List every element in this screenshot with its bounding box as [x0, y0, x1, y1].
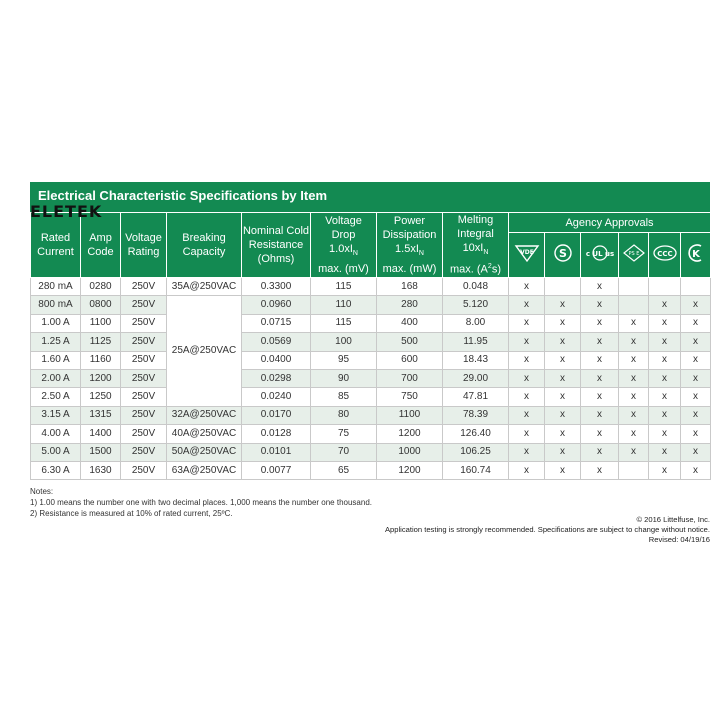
approval-mark-cell: x	[681, 351, 711, 369]
melting-integral-cell: 8.00	[443, 314, 509, 332]
header-rated-current: Rated Current	[31, 213, 81, 278]
power-dissipation-cell: 700	[377, 369, 443, 387]
approval-mark-cell: x	[509, 443, 545, 461]
melting-integral-cell: 160.74	[443, 461, 509, 479]
svg-text:K: K	[691, 249, 700, 260]
amp-code-cell: 1125	[81, 333, 121, 351]
power-dissipation-cell: 280	[377, 296, 443, 314]
approval-mark-cell	[619, 461, 649, 479]
approval-mark-cell: x	[581, 351, 619, 369]
approval-mark-cell: x	[581, 443, 619, 461]
approval-mark-cell: x	[681, 333, 711, 351]
table-row	[31, 278, 711, 296]
power-dissipation-cell: 600	[377, 351, 443, 369]
svg-text:PS E: PS E	[628, 251, 639, 257]
voltage-rating-cell: 250V	[121, 314, 167, 332]
approval-mark-cell: x	[681, 314, 711, 332]
approval-mark-cell: x	[545, 314, 581, 332]
approval-mark-cell: x	[509, 296, 545, 314]
voltage-drop-cell: 75	[311, 425, 377, 443]
notes-heading: Notes:	[30, 487, 54, 497]
resistance-cell: 0.0077	[242, 461, 311, 479]
semko-s-icon	[553, 243, 573, 263]
spec-table-body	[31, 278, 711, 480]
voltage-rating-cell: 250V	[121, 333, 167, 351]
approval-mark-cell: x	[619, 388, 649, 406]
approval-mark-cell: x	[509, 278, 545, 296]
voltage-rating-cell: 250V	[121, 388, 167, 406]
copyright: © 2016 Littelfuse, Inc.	[636, 515, 710, 525]
vde-icon	[514, 243, 540, 263]
voltage-rating-cell: 250V	[121, 461, 167, 479]
breaking-capacity-cell: 35A@250VAC	[167, 278, 242, 296]
revised-date: Revised: 04/19/16	[648, 535, 710, 545]
spec-sheet	[30, 182, 710, 545]
breaking-capacity-cell: 40A@250VAC	[167, 425, 242, 443]
approval-mark-cell: x	[545, 443, 581, 461]
footer	[30, 515, 710, 545]
approval-mark-cell: x	[681, 369, 711, 387]
approval-mark-cell: x	[619, 443, 649, 461]
voltage-drop-cell: 95	[311, 351, 377, 369]
table-row	[31, 461, 711, 479]
amp-code-cell: 0800	[81, 296, 121, 314]
header-amp-code: Amp Code	[81, 213, 121, 278]
approval-mark-cell: x	[681, 406, 711, 424]
resistance-cell: 0.0101	[242, 443, 311, 461]
header-voltage-drop: Voltage Drop $1.0xI_N$ max. (mV)	[311, 213, 377, 278]
amp-code-cell: 1315	[81, 406, 121, 424]
amp-code-cell: 1400	[81, 425, 121, 443]
power-dissipation-cell: 1200	[377, 425, 443, 443]
approval-mark-cell: x	[649, 369, 681, 387]
amp-code-cell: 1200	[81, 369, 121, 387]
approval-mark-cell: x	[545, 388, 581, 406]
approval-mark-cell: x	[581, 314, 619, 332]
note-item: 2) Resistance is measured at 10% of rated current, 25ºC.	[30, 509, 233, 519]
approval-mark-cell: x	[681, 296, 711, 314]
power-dissipation-cell: 168	[377, 278, 443, 296]
rated-current-cell: 5.00 A	[31, 443, 81, 461]
approval-mark-cell: x	[509, 406, 545, 424]
voltage-rating-cell: 250V	[121, 443, 167, 461]
agency-vde-cell	[509, 233, 545, 278]
pse-icon	[622, 243, 646, 263]
agency-ccc-cell	[649, 233, 681, 278]
table-title-bar	[30, 182, 710, 221]
table-title: Electrical Characteristic Specifications by Item	[38, 188, 328, 203]
rated-current-cell: 2.50 A	[31, 388, 81, 406]
header-melting-integral: Melting Integral $10xI_N$ max. $(A^2s)$	[443, 213, 509, 278]
approval-mark-cell: x	[509, 425, 545, 443]
eletek-watermark: ELETEK	[30, 202, 103, 221]
approval-mark-cell: x	[619, 314, 649, 332]
approval-mark-cell: x	[619, 406, 649, 424]
voltage-drop-cell: 85	[311, 388, 377, 406]
amp-code-cell: 1250	[81, 388, 121, 406]
approval-mark-cell: x	[649, 425, 681, 443]
approval-mark-cell: x	[545, 333, 581, 351]
resistance-cell: 0.0170	[242, 406, 311, 424]
approval-mark-cell: x	[649, 333, 681, 351]
agency-kc-cell	[681, 233, 711, 278]
table-row	[31, 443, 711, 461]
approval-mark-cell: x	[581, 406, 619, 424]
approval-mark-cell: x	[681, 388, 711, 406]
approval-mark-cell: x	[581, 333, 619, 351]
header-voltage-rating: Voltage Rating	[121, 213, 167, 278]
note-item: 1) 1.00 means the number one with two decimal places. 1,000 means the number one thousand.	[30, 498, 372, 508]
voltage-drop-cell: 80	[311, 406, 377, 424]
melting-integral-cell: 106.25	[443, 443, 509, 461]
table-row	[31, 388, 711, 406]
approval-mark-cell: x	[581, 461, 619, 479]
voltage-rating-cell: 250V	[121, 278, 167, 296]
breaking-capacity-merged-cell: 25A@250VAC	[167, 296, 242, 406]
resistance-cell: 0.3300	[242, 278, 311, 296]
rated-current-cell: 1.25 A	[31, 333, 81, 351]
voltage-rating-cell: 250V	[121, 425, 167, 443]
approval-mark-cell: x	[581, 425, 619, 443]
rated-current-cell: 280 mA	[31, 278, 81, 296]
approval-mark-cell: x	[581, 278, 619, 296]
spec-table	[30, 212, 711, 480]
approval-mark-cell: x	[581, 296, 619, 314]
melting-integral-cell: 11.95	[443, 333, 509, 351]
approval-mark-cell: x	[619, 333, 649, 351]
voltage-drop-cell: 65	[311, 461, 377, 479]
resistance-cell: 0.0569	[242, 333, 311, 351]
rated-current-cell: 1.60 A	[31, 351, 81, 369]
svg-text:S: S	[558, 247, 567, 260]
resistance-cell: 0.0400	[242, 351, 311, 369]
table-row	[31, 406, 711, 424]
voltage-drop-cell: 70	[311, 443, 377, 461]
power-dissipation-cell: 400	[377, 314, 443, 332]
cul-us-icon	[582, 243, 618, 263]
header-breaking-capacity: Breaking Capacity	[167, 213, 242, 278]
rated-current-cell: 800 mA	[31, 296, 81, 314]
rated-current-cell: 4.00 A	[31, 425, 81, 443]
table-row	[31, 351, 711, 369]
breaking-capacity-cell: 50A@250VAC	[167, 443, 242, 461]
header-power-dissipation: Power Dissipation $1.5xI_N$ max. (mW)	[377, 213, 443, 278]
agency-pse-cell	[619, 233, 649, 278]
approval-mark-cell: x	[545, 351, 581, 369]
header-agency-approvals: Agency Approvals	[509, 213, 711, 233]
breaking-capacity-cell: 63A@250VAC	[167, 461, 242, 479]
approval-mark-cell: x	[509, 314, 545, 332]
voltage-drop-cell: 110	[311, 296, 377, 314]
approval-mark-cell: x	[619, 369, 649, 387]
approval-mark-cell: x	[581, 388, 619, 406]
power-dissipation-cell: 1000	[377, 443, 443, 461]
table-row	[31, 425, 711, 443]
approval-mark-cell: x	[509, 333, 545, 351]
approval-mark-cell: x	[545, 296, 581, 314]
svg-text:VDE: VDE	[519, 249, 534, 256]
approval-mark-cell	[681, 278, 711, 296]
rated-current-cell: 2.00 A	[31, 369, 81, 387]
ccc-icon	[652, 244, 678, 262]
power-dissipation-cell: 500	[377, 333, 443, 351]
approval-mark-cell: x	[509, 351, 545, 369]
approval-mark-cell	[545, 278, 581, 296]
approval-mark-cell: x	[681, 425, 711, 443]
rated-current-cell: 1.00 A	[31, 314, 81, 332]
agency-s-cell	[545, 233, 581, 278]
amp-code-cell: 1630	[81, 461, 121, 479]
header-nominal-cold-resistance: Nominal Cold Resistance (Ohms)	[242, 213, 311, 278]
melting-integral-cell: 47.81	[443, 388, 509, 406]
resistance-cell: 0.0240	[242, 388, 311, 406]
melting-integral-cell: 126.40	[443, 425, 509, 443]
approval-mark-cell: x	[509, 369, 545, 387]
approval-mark-cell: x	[681, 461, 711, 479]
approval-mark-cell: x	[509, 461, 545, 479]
voltage-rating-cell: 250V	[121, 351, 167, 369]
approval-mark-cell: x	[649, 388, 681, 406]
approval-mark-cell: x	[509, 388, 545, 406]
melting-integral-cell: 18.43	[443, 351, 509, 369]
table-row	[31, 369, 711, 387]
approval-mark-cell: x	[649, 461, 681, 479]
power-dissipation-cell: 1200	[377, 461, 443, 479]
melting-integral-cell: 5.120	[443, 296, 509, 314]
approval-mark-cell: x	[649, 406, 681, 424]
voltage-drop-cell: 115	[311, 278, 377, 296]
approval-mark-cell: x	[581, 369, 619, 387]
amp-code-cell: 0280	[81, 278, 121, 296]
approval-mark-cell: x	[545, 425, 581, 443]
approval-mark-cell: x	[681, 443, 711, 461]
approval-mark-cell: x	[649, 443, 681, 461]
approval-mark-cell: x	[619, 351, 649, 369]
rated-current-cell: 3.15 A	[31, 406, 81, 424]
power-dissipation-cell: 1100	[377, 406, 443, 424]
approval-mark-cell: x	[649, 314, 681, 332]
voltage-drop-cell: 115	[311, 314, 377, 332]
amp-code-cell: 1100	[81, 314, 121, 332]
approval-mark-cell: x	[545, 369, 581, 387]
resistance-cell: 0.0298	[242, 369, 311, 387]
voltage-drop-cell: 90	[311, 369, 377, 387]
resistance-cell: 0.0715	[242, 314, 311, 332]
table-row	[31, 314, 711, 332]
breaking-capacity-cell: 32A@250VAC	[167, 406, 242, 424]
amp-code-cell: 1160	[81, 351, 121, 369]
table-row	[31, 296, 711, 314]
resistance-cell: 0.0960	[242, 296, 311, 314]
approval-mark-cell: x	[545, 461, 581, 479]
svg-text:c UL us: c UL us	[585, 250, 614, 258]
kc-icon	[687, 243, 705, 263]
disclaimer: Application testing is strongly recommended. Specifications are subject to change without notice.	[384, 525, 710, 535]
resistance-cell: 0.0128	[242, 425, 311, 443]
melting-integral-cell: 0.048	[443, 278, 509, 296]
agency-cul-cell	[581, 233, 619, 278]
rated-current-cell: 6.30 A	[31, 461, 81, 479]
approval-mark-cell	[619, 296, 649, 314]
table-row	[31, 333, 711, 351]
approval-mark-cell	[619, 278, 649, 296]
amp-code-cell: 1500	[81, 443, 121, 461]
svg-text:CCC: CCC	[656, 250, 673, 258]
voltage-rating-cell: 250V	[121, 369, 167, 387]
power-dissipation-cell: 750	[377, 388, 443, 406]
melting-integral-cell: 78.39	[443, 406, 509, 424]
approval-mark-cell: x	[545, 406, 581, 424]
voltage-rating-cell: 250V	[121, 406, 167, 424]
voltage-rating-cell: 250V	[121, 296, 167, 314]
voltage-drop-cell: 100	[311, 333, 377, 351]
approval-mark-cell: x	[619, 425, 649, 443]
approval-mark-cell	[649, 278, 681, 296]
melting-integral-cell: 29.00	[443, 369, 509, 387]
approval-mark-cell: x	[649, 351, 681, 369]
approval-mark-cell: x	[649, 296, 681, 314]
